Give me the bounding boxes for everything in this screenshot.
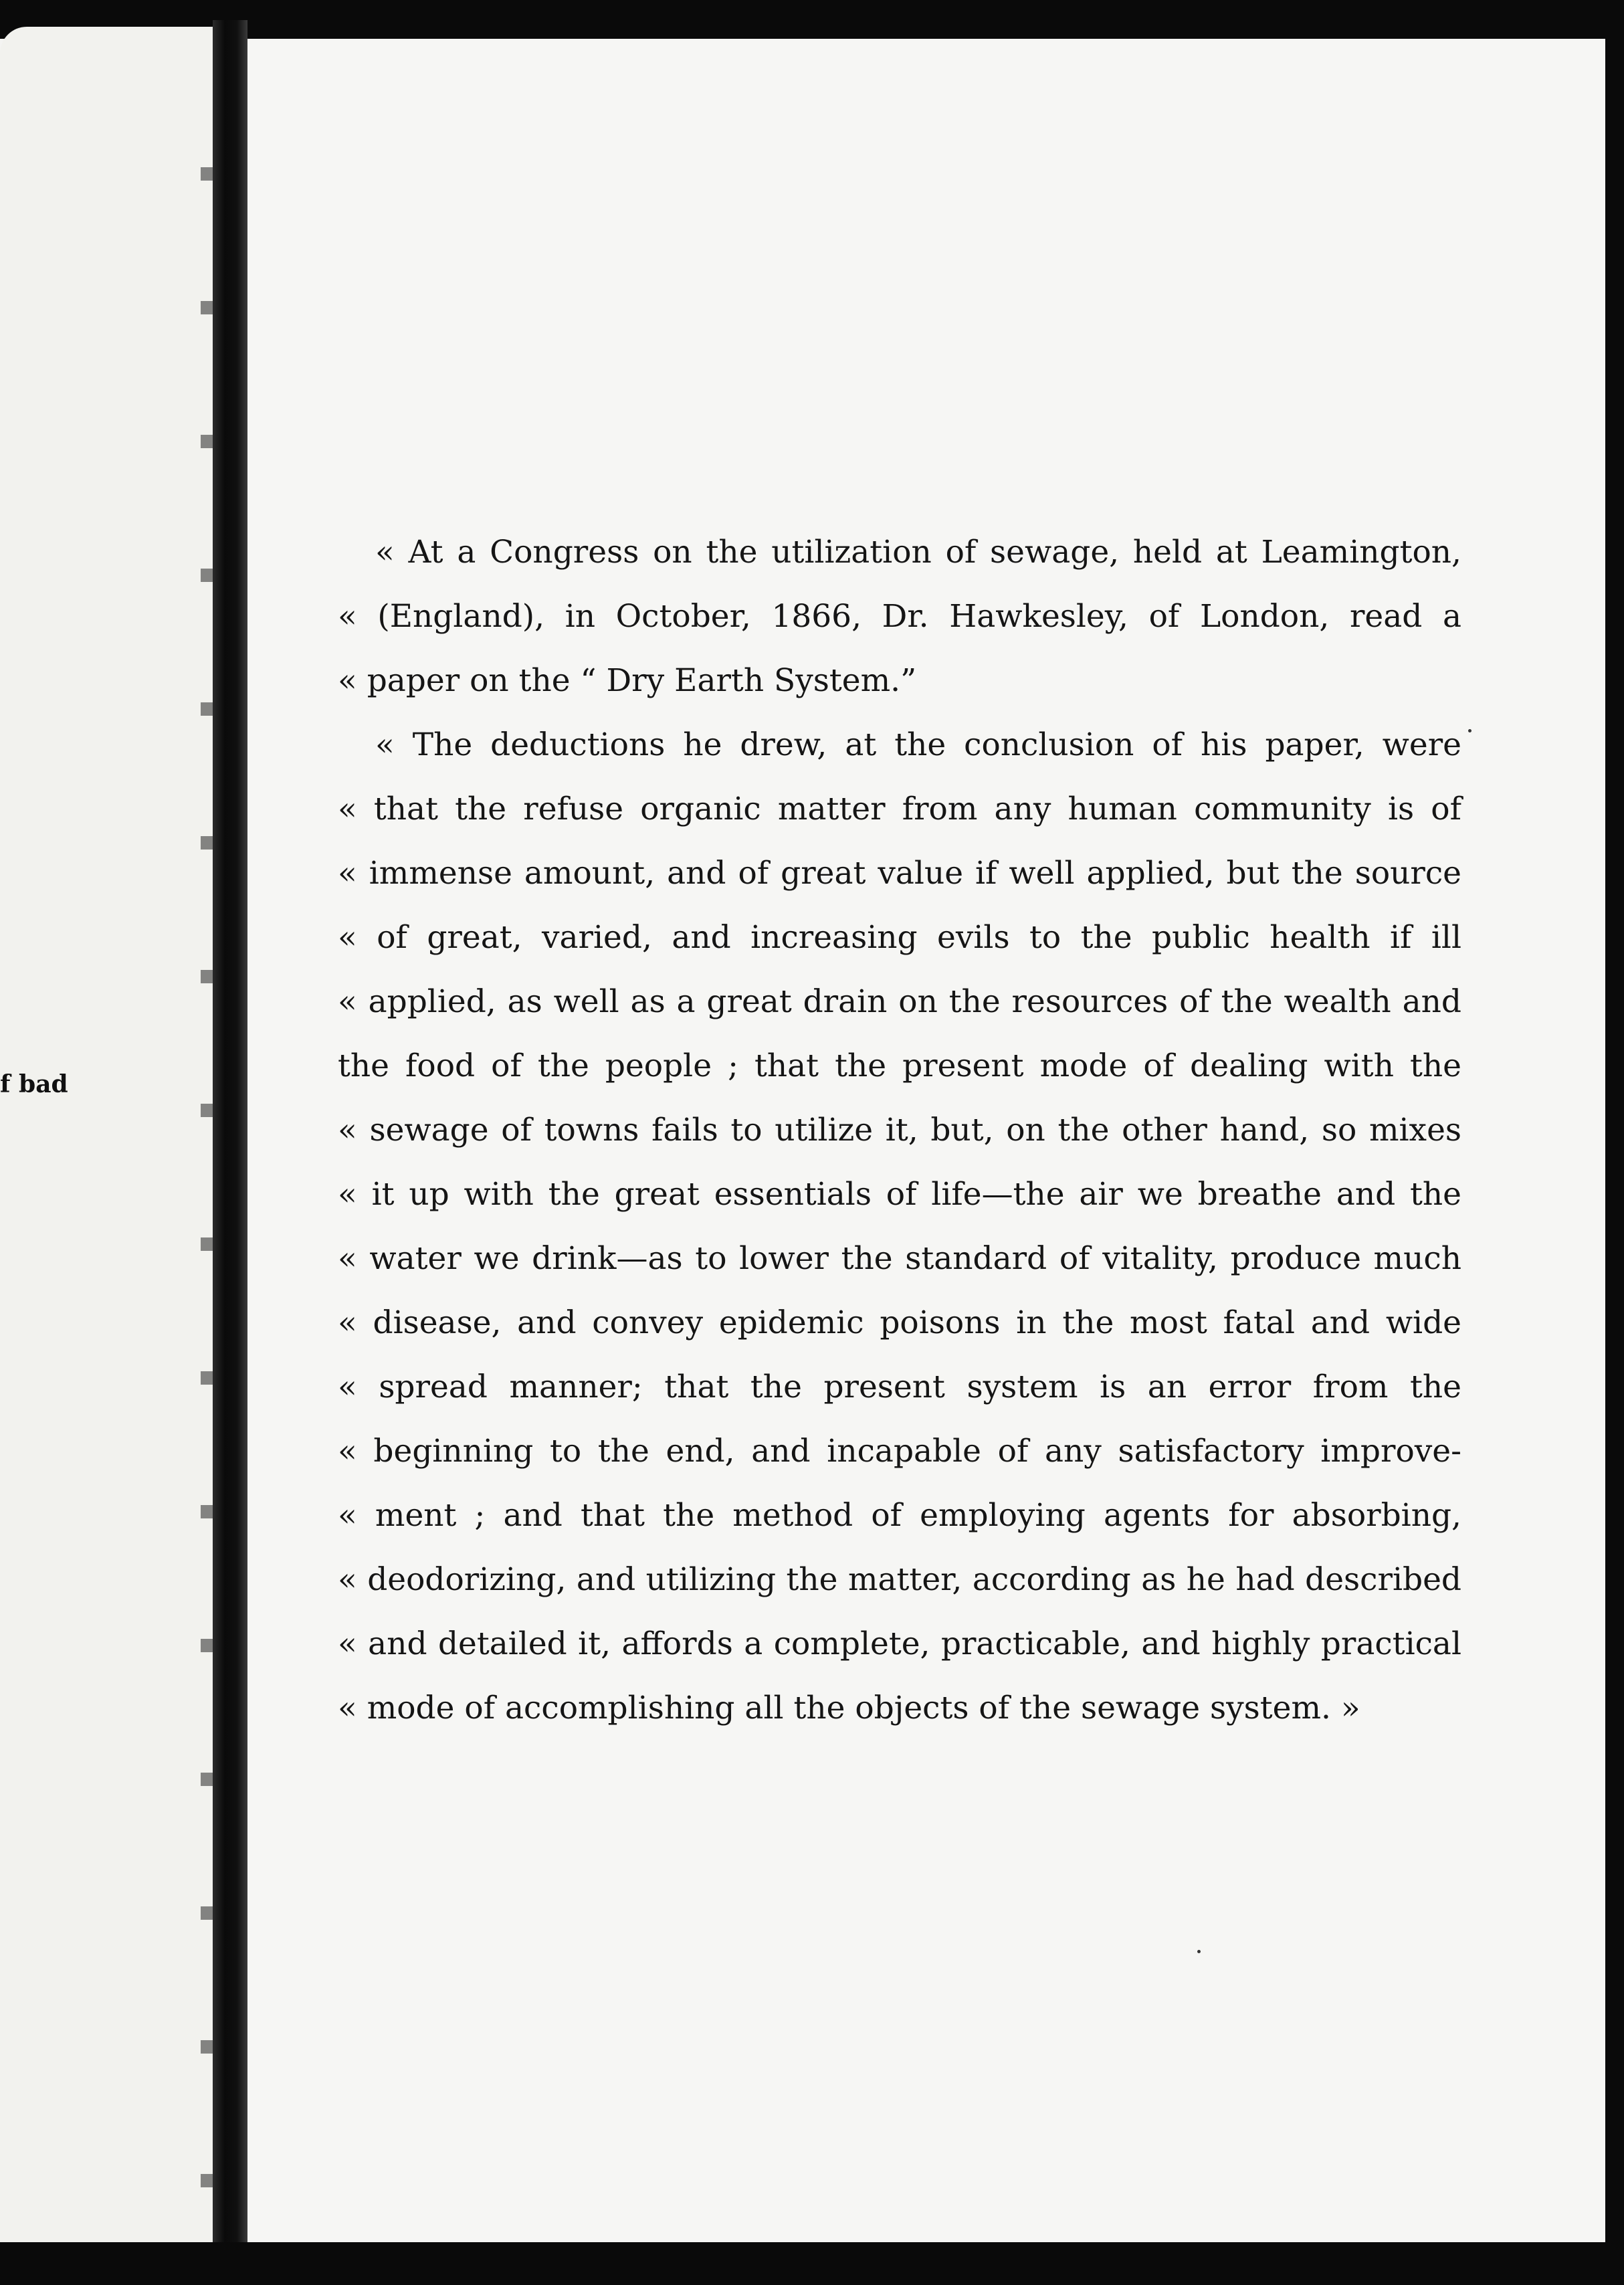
text-line: « and detailed it, affords a complete, practicable, and highly practical <box>338 1625 1461 1662</box>
text-line: « ment ; and that the method of employing agents for absorbing, <box>338 1497 1461 1534</box>
page-body-text <box>338 520 1461 1741</box>
text-line: « it up with the great essentials of life—the air we breathe and the <box>338 1176 1461 1213</box>
text-line: the food of the people ; that the present mode of dealing with the <box>338 1048 1461 1084</box>
text-line: « (England), in October, 1866, Dr. Hawkesley, of London, read a <box>338 598 1461 635</box>
text-line: « applied, as well as a great drain on the resources of the wealth and <box>338 983 1461 1020</box>
text-line: « At a Congress on the utilization of sewage, held at Leamington, <box>375 534 1461 571</box>
text-line: « spread manner; that the present system is an error from the <box>338 1369 1461 1405</box>
text-line: « disease, and convey epidemic poisons in the most fatal and wide <box>338 1304 1461 1341</box>
text-line: « paper on the “ Dry Earth System.” <box>338 662 917 699</box>
text-line: « beginning to the end, and incapable of any satisfactory improve- <box>338 1433 1461 1470</box>
left-page <box>0 27 213 2248</box>
text-line: « of great, varied, and increasing evils to the public health if ill <box>338 919 1461 956</box>
book-spine <box>213 20 247 2248</box>
text-line: « The deductions he drew, at the conclusion of his paper, were <box>375 726 1461 763</box>
text-line: « deodorizing, and utilizing the matter, according as he had described <box>338 1561 1461 1598</box>
scan-right-border <box>1605 0 1624 2285</box>
text-line: « sewage of towns fails to utilize it, but, on the other hand, so mixes <box>338 1112 1461 1149</box>
text-line: « water we drink—as to lower the standard of vitality, produce much <box>338 1240 1461 1277</box>
text-line: « immense amount, and of great value if well applied, but the source <box>338 855 1461 892</box>
scan-bottom-border <box>0 2242 1624 2285</box>
left-page-text-fragment: f bad <box>0 1070 68 1098</box>
text-line: « that the refuse organic matter from any human community is of <box>338 791 1461 827</box>
paper-speck <box>1197 1950 1201 1953</box>
paper-speck <box>1468 729 1471 732</box>
text-line: « mode of accomplishing all the objects of the sewage system. » <box>338 1690 1360 1726</box>
